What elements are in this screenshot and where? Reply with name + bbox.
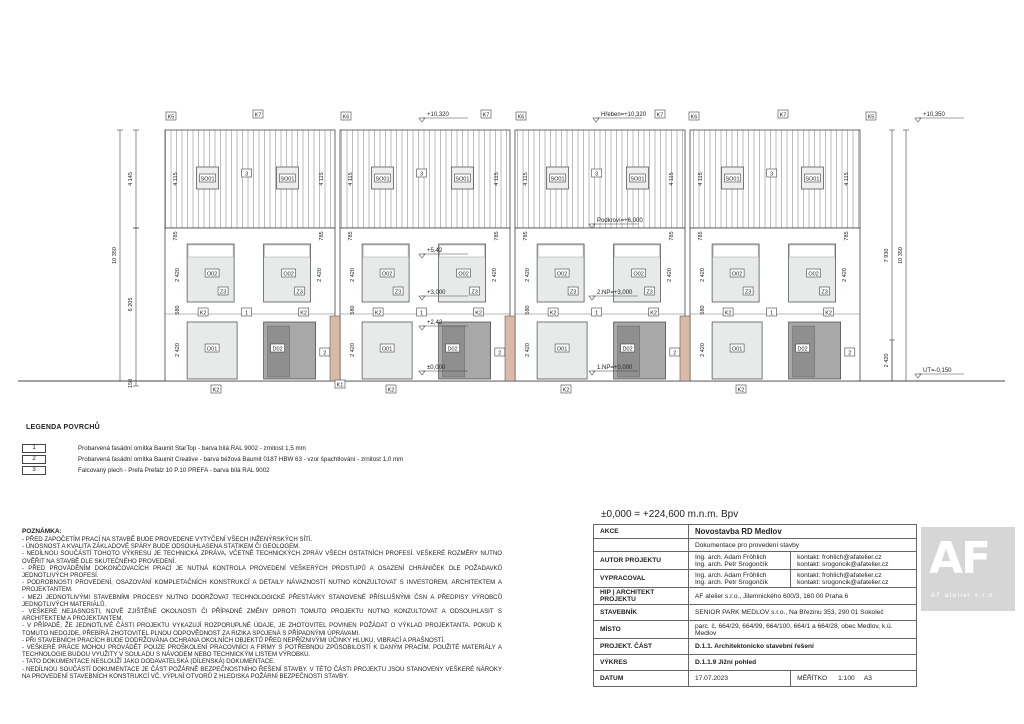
vykres-label: VÝKRES: [594, 655, 689, 671]
door-label: D02: [447, 346, 458, 353]
surface-1-marker: 1: [245, 310, 249, 317]
roof-window-label: SO01: [375, 176, 390, 183]
shade-label: Z3: [296, 289, 303, 296]
note-line: - PŘED PROVÁDĚNÍM DOKONČOVACÍCH PRACÍ JE NUTNÁ KONTROLA PROVEDENÍ VEŠKERÝCH PROSTUPŮ A OSAZENÍ CHRÁNIČEK DLE POŽADAVKŮ JEDNOTLIVÝCH PROFESÍ.: [22, 564, 502, 580]
autor-name-2: Ing. arch. Petr Srogončík: [695, 560, 768, 568]
hip-value: AF atelier s.r.o., Jilemnického 600/3, 160 00 Praha 6: [689, 588, 917, 605]
dimension-text: 4 115: [844, 172, 850, 186]
window-shade: [538, 245, 583, 257]
window-shade: [363, 245, 408, 257]
surface-2-marker: 2: [848, 350, 852, 357]
house-unit: [165, 130, 335, 393]
dimension-text: 580: [525, 305, 531, 315]
meritko-value: 1:100: [838, 675, 855, 682]
dimension-text: 785: [494, 231, 500, 241]
autor-contact-2: kontakt: srogoncik@afatelier.cz: [797, 560, 889, 568]
k2-tag: K2: [199, 310, 207, 317]
k2-tag: K2: [374, 310, 382, 317]
dimension-text: 4 115: [523, 172, 529, 186]
dimension-text: 4 115: [173, 172, 179, 186]
surface-2-marker: 2: [323, 350, 327, 357]
partition-wall: [680, 316, 690, 381]
notes-block: [22, 528, 502, 680]
note-line: - NEDÍLNOU SOUČÁSTÍ DOKUMENTACE JE ČÁST POŽÁRNĚ BEZPEČNOSTNÍHO ŘEŠENÍ STAVBY. V TÉTO ČÁSTI PROJEKTU JSOU STANOVENY VEŠKERÉ NÁROKY NA PROVEDENÍ STAVEBNÍCH KONSTRUKCÍ VČ. VÝPLNÍ OTVORŮ Z HLEDISKA POŽÁRNÍ BEZPEČNOSTI STAVBY.: [22, 665, 502, 680]
af-logo: [921, 527, 1015, 611]
window-label: O02: [808, 271, 819, 278]
dimension-text: 2 420: [492, 268, 498, 282]
surface-1-marker: 1: [595, 310, 599, 317]
k-tag: K6: [342, 114, 350, 121]
level-text: +10,350: [923, 112, 945, 118]
vypracoval-name-1: Ing. arch. Adam Fröhlich: [695, 571, 767, 579]
dimension-text: 785: [173, 231, 179, 241]
metal-roof: [690, 130, 860, 228]
k-tag: K7: [482, 112, 490, 119]
window-label: O01: [556, 346, 568, 353]
surface-3-marker: 3: [770, 171, 774, 178]
surface-3-marker: 3: [595, 171, 599, 178]
dimension-text: 10 350: [112, 247, 118, 264]
note-line: - VEŠKERÉ PRÁCE MOHOU PROVÁDĚT POUZE PROŠKOLENÍ PRACOVNÍCI A FIRMY S POTŘEBNOU ZPŮSOBILOSTÍ K DANÝM PRACÍM. POUŽITÉ MATERIÁLY A TECHNOLOGIE BUDOU VYUŽITY V SOULADU S NÁVODEM NEBO TECHNICKÝM LISTEM VÝROBKU.: [22, 644, 502, 659]
window-shade: [790, 245, 835, 257]
k-tag: K7: [254, 112, 262, 119]
surface-2-marker: 2: [673, 350, 677, 357]
k2-tag: K2: [387, 387, 395, 394]
k-tag: K6: [690, 114, 698, 121]
window-label: O02: [283, 271, 294, 278]
legend-text: Falcovaný plech - Prefa Prefalz 10 P.10 PREFA - barva bílá RAL 9002: [78, 466, 270, 474]
dimension-text: 2 420: [350, 268, 356, 282]
note-line: - V PŘÍPADĚ, ŽE JEDNOTLIVÉ ČÁSTI PROJEKTU VYKAZUJÍ ROZPORUPLNÉ ÚDAJE, JE ZHOTOVITEL POVINEN POŽÁDAT O VÝKLAD PROJEKTANTA. POKUD K TOMUTO NEDOJDE, PŘEBÍRÁ ZHOTOVITEL PLNOU ODPOVĚDNOST ZA RIZIKA SPOJENÁ S PŘÍPADNÝMI ÚPRAVAMI.: [22, 622, 502, 637]
metal-roof: [515, 130, 685, 228]
level-text: +2,42: [427, 320, 443, 326]
legend-number: 3: [22, 466, 46, 475]
dimension-text: 2 420: [842, 268, 848, 282]
metal-roof: [340, 130, 510, 228]
metal-roof: [165, 130, 335, 228]
akce-value: Novostavba RD Medlov: [689, 525, 917, 539]
level-text: 2.NP=+3,000: [597, 290, 633, 296]
level-text: Hřeben=+10,320: [601, 112, 647, 118]
surface-legend: [22, 424, 582, 476]
level-text: +10,320: [427, 112, 449, 118]
k-tag: K5: [167, 114, 175, 121]
door-label: D02: [272, 346, 283, 353]
vypracoval-label: VYPRACOVAL: [594, 570, 689, 588]
shade-label: Z3: [744, 289, 752, 296]
dimension-text: 4 115: [494, 172, 500, 186]
dimension-text: 150: [128, 378, 134, 389]
cast-value: D.1.1. Architektonicko stavební řešení: [689, 639, 917, 655]
surface-1-marker: 1: [420, 310, 424, 317]
autor-contact-1: kontakt: frohlich@afatelier.cz: [797, 553, 882, 561]
level-text: Podkroví=+6,000: [597, 218, 643, 224]
shade-label: Z3: [569, 289, 577, 296]
k2-tag: K2: [650, 310, 657, 317]
house-units: [165, 110, 876, 393]
shade-label: Z3: [821, 289, 828, 296]
cast-label: PROJEKT. ČÁST: [594, 639, 689, 655]
legend-number: 2: [22, 455, 46, 464]
dimension-text: 4 115: [698, 172, 704, 186]
misto-value: parc. č. 664/29, 664/99, 664/100, 664/1 a 664/28, obec Medlov, k.ú. Medlov: [689, 621, 917, 639]
level-symbol: [915, 374, 921, 378]
k2-tag: K2: [825, 310, 832, 317]
window-label: O01: [381, 346, 393, 353]
dimension-text: 6 205: [128, 297, 134, 312]
dimension-text: 7 930: [884, 248, 890, 263]
surface-2-marker: 2: [498, 350, 502, 357]
legend-text: Probarvená fasádní omítka Baumit StarTop - barva bílá RAL 9002 - zrnitost 1,5 mm: [78, 444, 306, 452]
logo-mark: AF: [929, 533, 990, 584]
k-tag: K5: [867, 114, 875, 121]
window-label: O01: [206, 346, 218, 353]
akce-sub: Dokumentace pro provedení stavby: [689, 539, 917, 552]
note-line: - PŘED ZAPOČETÍM PRACÍ NA STAVBĚ BUDE PROVEDENE VYTYČENÍ VŠECH INŽENÝRSKÝCH SÍTÍ.: [22, 536, 313, 543]
hip-label: HIP | ARCHITEKT PROJEKTU: [594, 588, 689, 605]
roof-window-label: SO01: [630, 176, 645, 183]
k1-tag: K1: [336, 382, 344, 389]
logo-subtitle: AF atelier s.r.o.: [931, 593, 997, 599]
dimension-text: 785: [844, 231, 850, 241]
dimension-text: 785: [523, 231, 529, 241]
autor-name-1: Ing. arch. Adam Fröhlich: [695, 553, 767, 561]
legend-item: [22, 443, 582, 453]
vypracoval-contact-1: kontakt: frohlich@afatelier.cz: [797, 571, 882, 579]
window-shade: [265, 245, 310, 257]
shade-label: Z3: [219, 289, 227, 296]
door-label: D02: [622, 346, 633, 353]
misto-label: MÍSTO: [594, 621, 689, 639]
notes-title: POZNÁMKA:: [22, 528, 62, 535]
level-symbol: [593, 118, 599, 122]
window-label: O02: [458, 271, 469, 278]
dimension-text: 2 420: [175, 268, 181, 282]
window-label: O02: [731, 271, 743, 278]
vypracoval-contact-2: kontakt: srogoncik@afatelier.cz: [797, 578, 889, 586]
roof-window-label: SO01: [805, 176, 820, 183]
note-line: - TATO DOKUMENTACE NESLOUŽÍ JAKO DODAVATELSKÁ (DÍLENSKÁ) DOKUMENTACE.: [22, 658, 275, 666]
partition-wall: [505, 316, 515, 381]
legend-item: [22, 465, 582, 475]
dimension-text: 2 420: [667, 268, 673, 282]
dimension-text: 2 420: [884, 353, 890, 368]
legend-number: 1: [22, 444, 46, 453]
door-label: D02: [797, 346, 808, 353]
dimension-text: 785: [669, 231, 675, 241]
legend-text: Probarvená fasádní omítka Baumit Creative - barva béžová Baumit 0187 HBW 63 - vzor špachtlování - zrnitost 1,0 mm: [78, 455, 404, 463]
note-line: - VEŠKERÉ NEJASNOSTI, NOVĚ ZJIŠTĚNÉ OKOLNOSTI ČI PŘÍPADNÉ ZMĚNY OPROTI TOMUTO PROJEKTU NUTNO KONZULTOVAT A ODSOUHLASIT S ARCHITEKTEM A PROJEKTANTEM.: [22, 608, 502, 623]
level-text: 1.NP=+0,000: [597, 365, 633, 371]
k2-tag: K2: [475, 310, 482, 317]
window-shade: [440, 245, 485, 257]
surface-1-marker: 1: [770, 310, 774, 317]
dimension-text: 4 145: [128, 172, 134, 186]
window-label: O02: [381, 271, 393, 278]
dimension-text: 2 420: [525, 268, 531, 282]
k2-tag: K2: [212, 387, 220, 394]
roof-window-label: SO01: [550, 176, 565, 183]
stavebnik-label: STAVEBNÍK: [594, 605, 689, 621]
level-text: +3,000: [427, 290, 446, 296]
shade-label: Z3: [394, 289, 402, 296]
format-value: A3: [863, 675, 872, 682]
window-label: O02: [206, 271, 218, 278]
roof-window-label: SO01: [455, 176, 470, 183]
note-line: - PŘI STAVEBNÍCH PRACÍCH BUDE DODRŽOVÁNA OCHRANA OKOLNÍCH OBJEKTŮ PŘED NEPŘÍZNIVÝMI ÚČINKY HLUKU, VIBRACÍ A PRAŠNOSTÍ.: [22, 636, 445, 644]
partition-wall: [330, 316, 340, 381]
k-tag: K6: [517, 114, 525, 121]
window-label: O02: [633, 271, 644, 278]
dimension-text: 2 420: [350, 343, 356, 357]
k2-tag: K2: [300, 310, 307, 317]
k2-tag: K2: [737, 387, 745, 394]
dimension-text: 10 350: [898, 247, 904, 264]
window-shade: [713, 245, 758, 257]
house-unit: [505, 130, 685, 393]
window-shade: [188, 245, 233, 257]
level-symbol: [915, 118, 921, 122]
k2-tag: K2: [562, 387, 570, 394]
dimension-text: 2 420: [317, 268, 323, 282]
dimension-text: 785: [348, 231, 354, 241]
stavebnik-value: SENIOR PARK MEDLOV s.r.o., Na Březinu 353, 290 01 Sokoleč: [689, 605, 917, 621]
dimension-text: 2 420: [700, 268, 706, 282]
level-symbol: [419, 118, 425, 122]
k2-tag: K2: [724, 310, 732, 317]
meritko-label: MĚŘÍTKO: [797, 675, 828, 682]
k-tag: K7: [656, 112, 664, 119]
shade-label: Z3: [471, 289, 478, 296]
roof-window-label: SO01: [200, 176, 215, 183]
roof-window-label: SO01: [280, 176, 295, 183]
surface-3-marker: 3: [420, 171, 424, 178]
level-text: +5,42: [427, 248, 443, 254]
height-reference: ±0,000 = +224,600 m.n.m. Bpv: [601, 509, 739, 520]
note-line: - ÚNOSNOST A KVALITA ZÁKLADOVÉ SPÁRY BUDE ODSOUHLASENA STATIKEM ČI GEOLOGEM.: [22, 543, 300, 551]
dimension-text: 580: [350, 305, 356, 315]
dimension-text: 2 420: [525, 343, 531, 357]
dimension-text: 2 420: [700, 343, 706, 357]
window-shade: [615, 245, 660, 257]
dimension-text: 785: [698, 231, 704, 241]
level-text: ±0,000: [427, 365, 446, 371]
roof-window-label: SO01: [725, 176, 740, 183]
shade-label: Z3: [646, 289, 653, 296]
autor-label: AUTOR PROJEKTU: [594, 552, 689, 570]
note-line: - NEDÍLNOU SOUČÁSTÍ TOHOTO VÝKRESU JE TECHNICKÁ ZPRÁVA, VČETNĚ TECHNICKÝCH ZPRÁV VŠECH OSTATNÍCH PROFESÍ. VEŠKERÉ ROZMĚRY NUTNO OVĚŘIT NA STAVBĚ DLE SKUTEČNÉHO PROVEDENÍ.: [22, 550, 502, 565]
k2-tag: K2: [549, 310, 557, 317]
dimension-text: 785: [319, 231, 325, 241]
dimension-text: 4 115: [669, 172, 675, 186]
vypracoval-name-2: Ing. arch. Petr Srogončík: [695, 578, 768, 586]
dimension-text: 2 420: [175, 343, 181, 357]
house-unit: [330, 130, 510, 393]
note-line: - MEZI JEDNOTLIVÝMI STAVEBNÍMI PROCESY NUTNO DODRŽOVAT TECHNOLOGICKÉ PŘESTÁVKY STANOVENÉ PŘÍSLUŠNÝMI ČSN A PŘEDPISY VÝROBCŮ JEDNOTLIVÝCH MATERIÁLŮ.: [22, 593, 502, 608]
window-label: O01: [731, 346, 743, 353]
dimension-text: 4 115: [348, 172, 354, 186]
vykres-value: D.1.1.9 Jižní pohled: [689, 655, 917, 671]
surface-3-marker: 3: [245, 171, 249, 178]
k-tag: K7: [779, 112, 787, 119]
datum-label: DATUM: [594, 671, 689, 687]
window-label: O02: [556, 271, 568, 278]
level-text: UT=-0,150: [923, 368, 952, 374]
title-block: [593, 509, 1015, 687]
legend-title: LEGENDA POVRCHŮ: [26, 424, 100, 431]
legend-item: [22, 454, 582, 464]
dimension-text: 4 115: [319, 172, 325, 186]
note-line: - PODROBNOSTI PROVEDENÍ, OSAZOVÁNÍ KOMPLETAČNÍCH KONSTRUKCÍ A DETAILY NÁVAZNOSTÍ NUTNO KONZULTOVAT S INVESTOREM, ARCHITEKTEM A PROJEKTANTEM.: [22, 579, 502, 594]
house-unit: [680, 130, 860, 393]
datum-value: 17.07.2023: [689, 671, 791, 687]
akce-label: AKCE: [594, 525, 689, 539]
dimension-text: 580: [175, 305, 181, 315]
dimension-text: 580: [700, 305, 706, 315]
